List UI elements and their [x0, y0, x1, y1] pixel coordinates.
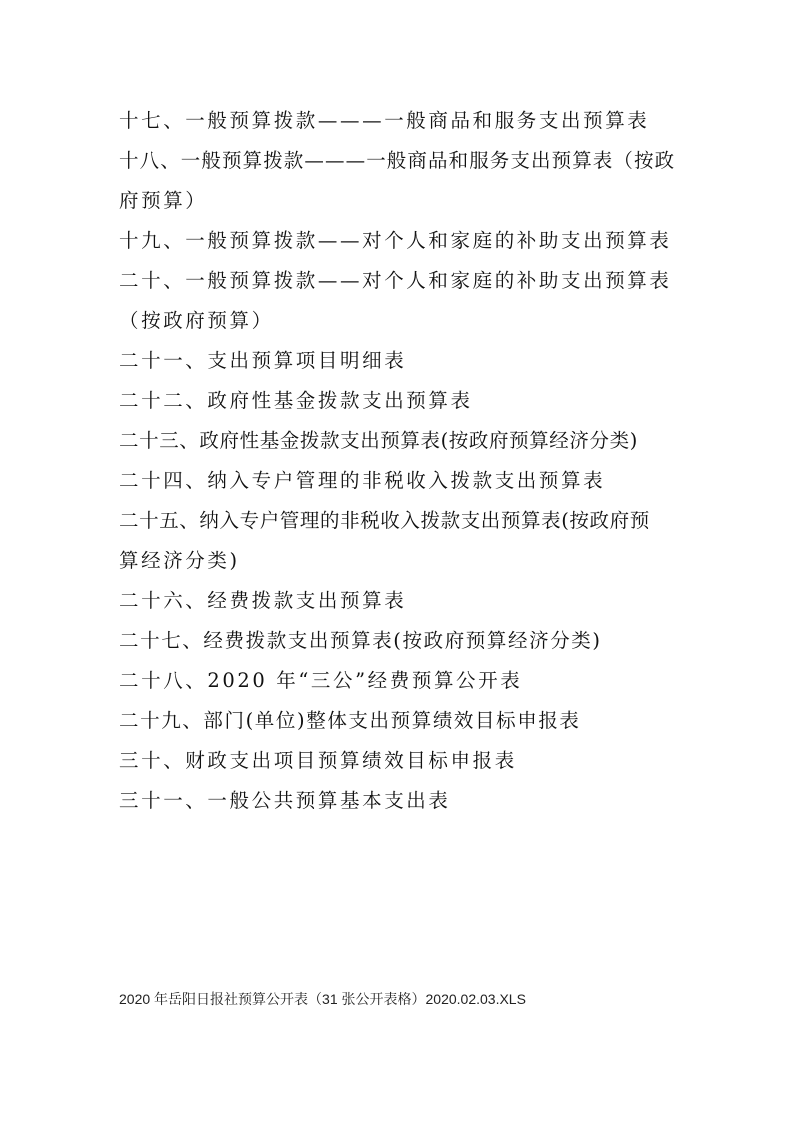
list-item: 十八、一般预算拨款———一般商品和服务支出预算表（按政	[119, 149, 676, 172]
list-item: 算经济分类)	[119, 549, 240, 572]
list-item: 府预算）	[119, 189, 208, 212]
list-item: 二十一、支出预算项目明细表	[119, 349, 407, 372]
list-item: （按政府预算）	[119, 309, 274, 332]
list-item: 三十一、一般公共预算基本支出表	[119, 789, 451, 812]
list-item: 二十九、部门(单位)整体支出预算绩效目标申报表	[119, 709, 581, 732]
list-item: 十七、一般预算拨款———一般商品和服务支出预算表	[119, 109, 650, 132]
list-item: 十九、一般预算拨款——对个人和家庭的补助支出预算表	[119, 229, 672, 252]
page-footer: 2020 年岳阳日报社预算公开表（31 张公开表格）2020.02.03.XLS	[119, 991, 526, 1007]
document-body	[119, 101, 679, 821]
list-item: 三十、财政支出项目预算绩效目标申报表	[119, 749, 517, 772]
list-item: 二十七、经费拨款支出预算表(按政府预算经济分类)	[119, 629, 602, 652]
list-item: 二十三、政府性基金拨款支出预算表(按政府预算经济分类)	[119, 429, 638, 452]
list-item: 二十、一般预算拨款——对个人和家庭的补助支出预算表	[119, 269, 672, 292]
list-item: 二十六、经费拨款支出预算表	[119, 589, 407, 612]
list-item: 二十八、2020 年“三公”经费预算公开表	[119, 669, 523, 692]
list-item: 二十二、政府性基金拨款支出预算表	[119, 389, 473, 412]
list-item: 二十五、纳入专户管理的非税收入拨款支出预算表(按政府预	[119, 509, 650, 532]
list-item: 二十四、纳入专户管理的非税收入拨款支出预算表	[119, 469, 606, 492]
